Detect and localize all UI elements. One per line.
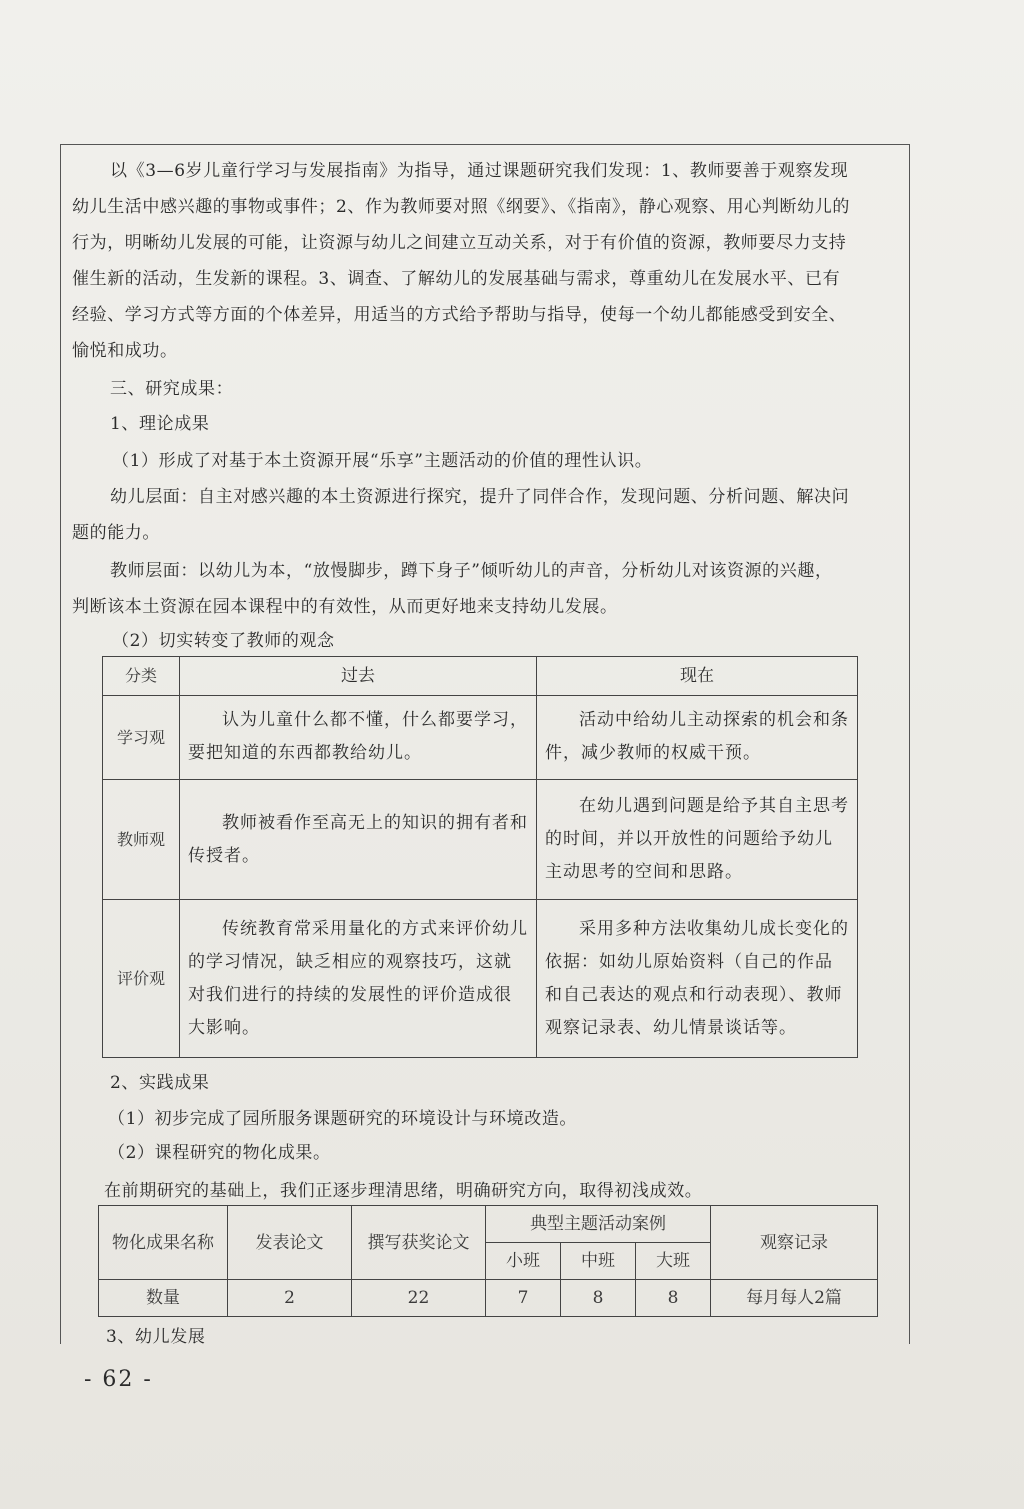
header-now: 现在 xyxy=(537,657,858,696)
value-award: 22 xyxy=(352,1280,486,1317)
table-row xyxy=(103,900,858,1058)
table-row xyxy=(103,779,858,900)
subsection-heading: 3、幼儿发展 xyxy=(106,1327,206,1347)
sub-item: （1）初步完成了园所服务课题研究的环境设计与环境改造。 xyxy=(108,1109,578,1129)
subsection-heading: 1、理论成果 xyxy=(110,414,210,434)
row-category: 学习观 xyxy=(103,696,180,780)
value-small-class: 7 xyxy=(486,1280,561,1317)
table-row xyxy=(99,1280,878,1317)
page-number: - 62 - xyxy=(84,1367,153,1392)
row-now: 采用多种方法收集幼儿成长变化的依据：如幼儿原始资料（自己的作品和自己表达的观点和行动表现）、教师观察记录表、幼儿情景谈话等。 xyxy=(537,900,858,1058)
table-header-row xyxy=(103,657,858,696)
paragraph-line: 行为，明晰幼儿发展的可能，让资源与幼儿之间建立互动关系，对于有价值的资源，教师要尽力支持 xyxy=(72,233,847,253)
header-papers: 发表论文 xyxy=(228,1206,352,1280)
subsection-heading: 2、实践成果 xyxy=(110,1073,210,1093)
value-papers: 2 xyxy=(228,1280,352,1317)
paragraph-line: 经验、学习方式等方面的个体差异，用适当的方式给予帮助与指导，使每一个幼儿都能感受到安全、 xyxy=(72,305,847,325)
row-past: 认为儿童什么都不懂，什么都要学习，要把知道的东西都教给幼儿。 xyxy=(180,696,537,780)
header-big-class: 大班 xyxy=(636,1243,711,1280)
paragraph-line: 催生新的活动，生发新的课程。3、调查、了解幼儿的发展基础与需求，尊重幼儿在发展水平、已有 xyxy=(72,269,841,289)
row-category: 评价观 xyxy=(103,900,180,1058)
header-award: 撰写获奖论文 xyxy=(352,1206,486,1280)
paragraph-line: 愉悦和成功。 xyxy=(72,341,178,361)
paragraph-line: 教师层面：以幼儿为本，“放慢脚步，蹲下身子”倾听幼儿的声音，分析幼儿对该资源的兴趣， xyxy=(110,561,833,581)
header-past: 过去 xyxy=(180,657,537,696)
teacher-concept-table xyxy=(102,656,858,1058)
header-name: 物化成果名称 xyxy=(99,1206,228,1280)
sub-item: （1）形成了对基于本土资源开展“乐享”主题活动的价值的理性认识。 xyxy=(112,451,653,471)
row-now: 在幼儿遇到问题是给予其自主思考的时间，并以开放性的问题给予幼儿主动思考的空间和思路。 xyxy=(537,779,858,900)
paragraph-line: 以《3—6岁儿童行学习与发展指南》为指导，通过课题研究我们发现：1、教师要善于观察发现 xyxy=(110,161,849,181)
paragraph-line: 在前期研究的基础上，我们正逐步理清思绪，明确研究方向，取得初浅成效。 xyxy=(104,1181,703,1201)
value-big-class: 8 xyxy=(636,1280,711,1317)
row-label: 数量 xyxy=(99,1280,228,1317)
paragraph-line: 判断该本土资源在园本课程中的有效性，从而更好地来支持幼儿发展。 xyxy=(72,597,618,617)
value-middle-class: 8 xyxy=(561,1280,636,1317)
row-category: 教师观 xyxy=(103,779,180,900)
sub-item: （2）切实转变了教师的观念 xyxy=(112,631,335,651)
row-past: 教师被看作至高无上的知识的拥有者和传授者。 xyxy=(180,779,537,900)
header-small-class: 小班 xyxy=(486,1243,561,1280)
paragraph-line: 幼儿层面：自主对感兴趣的本土资源进行探究，提升了同伴合作，发现问题、分析问题、解决问 xyxy=(110,487,850,507)
paragraph-line: 幼儿生活中感兴趣的事物或事件；2、作为教师要对照《纲要》、《指南》，静心观察、用心判断幼儿的 xyxy=(72,197,850,217)
sub-item: （2）课程研究的物化成果。 xyxy=(108,1143,331,1163)
header-observation: 观察记录 xyxy=(711,1206,878,1280)
section-heading: 三、研究成果： xyxy=(110,379,234,399)
table-row xyxy=(103,696,858,780)
outcomes-table xyxy=(98,1205,878,1317)
value-observation: 每月每人2篇 xyxy=(711,1280,878,1317)
row-past: 传统教育常采用量化的方式来评价幼儿的学习情况，缺乏相应的观察技巧，这就对我们进行的持续的发展性的评价造成很大影响。 xyxy=(180,900,537,1058)
paragraph-line: 题的能力。 xyxy=(72,523,160,543)
table-header-row xyxy=(99,1206,878,1243)
row-now: 活动中给幼儿主动探索的机会和条件，减少教师的权威干预。 xyxy=(537,696,858,780)
header-category: 分类 xyxy=(103,657,180,696)
header-cases: 典型主题活动案例 xyxy=(486,1206,711,1243)
header-middle-class: 中班 xyxy=(561,1243,636,1280)
